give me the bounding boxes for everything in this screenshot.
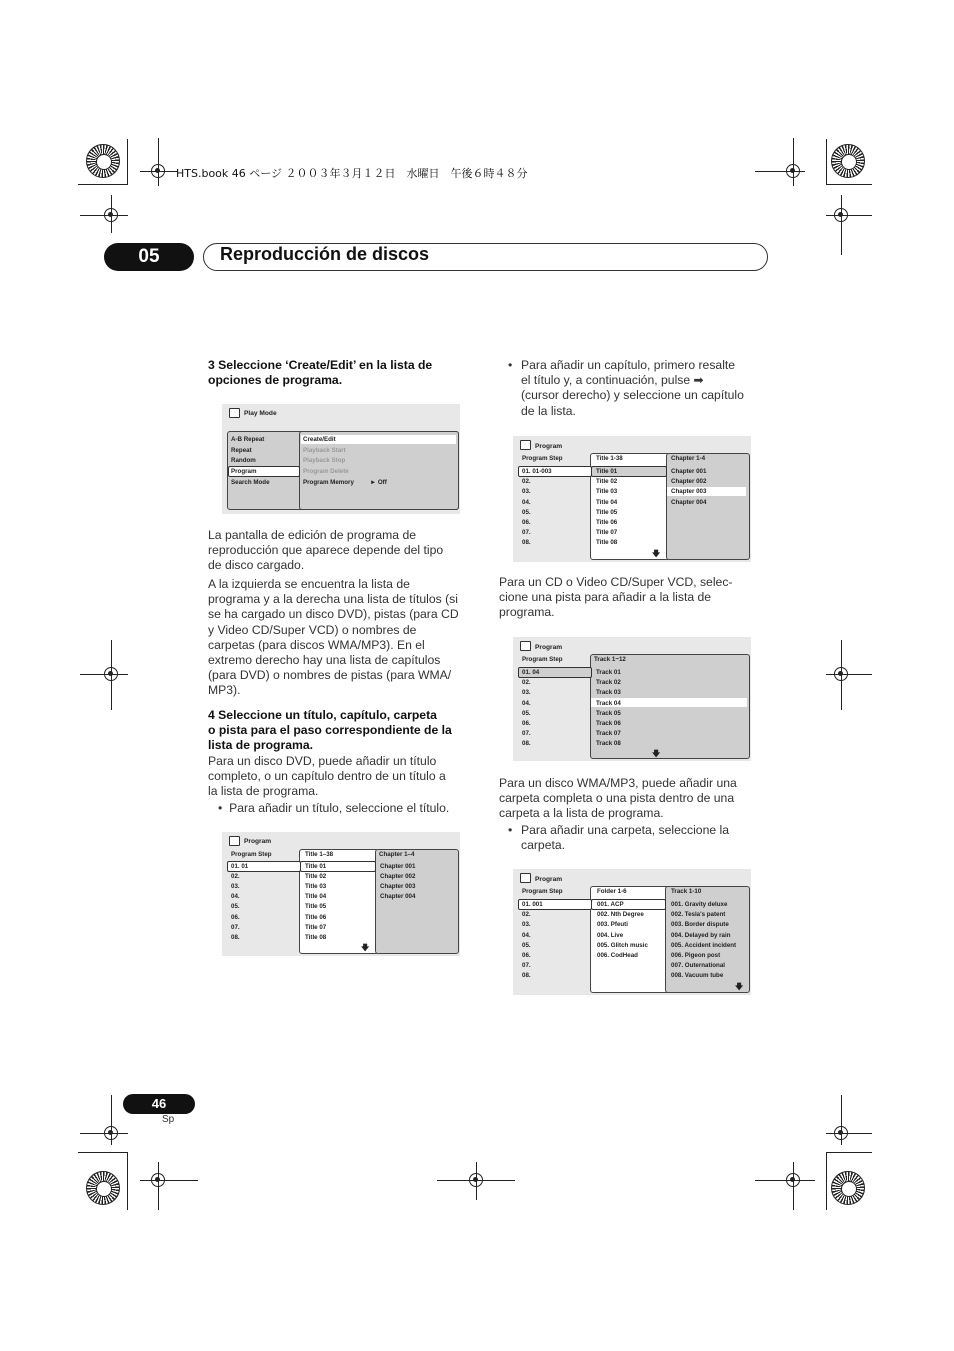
list-row[interactable]: 06. xyxy=(231,913,240,921)
option-item[interactable]: Playback Stop xyxy=(303,457,346,464)
column-header: Program Step xyxy=(231,851,272,858)
list-row[interactable]: Title 05 xyxy=(305,903,327,911)
screen-title: Program xyxy=(535,644,563,651)
list-row[interactable]: 003. Pfeuti xyxy=(597,921,628,929)
list-row[interactable]: 002. Tesla's patent xyxy=(671,911,726,919)
list-row[interactable]: 03. xyxy=(231,883,240,891)
column-header: Program Step xyxy=(522,455,563,462)
list-row[interactable]: Title 08 xyxy=(596,539,618,547)
list-row[interactable]: Track 07 xyxy=(596,730,621,738)
disc-icon xyxy=(229,836,240,846)
list-row[interactable]: Title 06 xyxy=(596,519,618,526)
list-row[interactable]: Title 04 xyxy=(305,893,327,901)
list-row[interactable]: 005. Glitch music xyxy=(597,941,648,949)
paragraph-4: Para un CD o Video CD/Super VCD, selec- cione una pista para añadir a la lista de programa. xyxy=(499,575,733,620)
list-row[interactable]: Chapter 003 xyxy=(380,883,416,891)
paragraph-1: La pantalla de edición de programa de reproducción que aparece depende del tipo de disco cargado. xyxy=(208,528,444,573)
column-header: Program Step xyxy=(522,888,563,895)
list-row[interactable]: 001. Gravity deluxe xyxy=(671,901,728,908)
list-row[interactable]: 03. xyxy=(522,921,531,929)
list-row[interactable]: Track 04 xyxy=(596,699,621,707)
list-row[interactable]: Track 06 xyxy=(596,720,621,727)
list-row[interactable]: 08. xyxy=(522,972,531,980)
list-row[interactable]: 03. xyxy=(522,488,531,496)
running-head: HTS.book 46 ページ ２００３年３月１２日 水曜日 午後６時４８分 xyxy=(176,167,528,180)
list-row[interactable]: 04. xyxy=(231,893,240,901)
list-row[interactable]: 08. xyxy=(522,539,531,547)
list-row[interactable]: Chapter 002 xyxy=(380,873,416,881)
list-row[interactable]: Title 07 xyxy=(305,923,327,931)
chapter-number: 05 xyxy=(104,243,194,271)
list-row[interactable]: Title 05 xyxy=(596,508,618,516)
list-row[interactable]: 01. 01 xyxy=(231,863,249,870)
list-row[interactable]: 08. xyxy=(231,933,240,941)
paragraph-3: Para un disco DVD, puede añadir un título completo, o un capítulo dentro de un título a la lista de programa. xyxy=(208,754,446,799)
column-header: Folder 1-6 xyxy=(597,888,627,895)
menu-item[interactable]: A-B Repeat xyxy=(231,436,265,443)
list-row[interactable]: Title 02 xyxy=(305,873,327,881)
list-row[interactable]: 007. Outernational xyxy=(671,962,725,970)
scroll-down-icon[interactable]: 🡇 xyxy=(652,549,661,558)
screen-title: Program xyxy=(535,876,563,883)
column-header: Program Step xyxy=(522,656,563,663)
list-row[interactable]: Chapter 002 xyxy=(671,478,707,486)
disc-icon xyxy=(520,873,531,883)
list-row[interactable]: 002. Nth Degree xyxy=(597,911,644,919)
list-row[interactable]: Track 05 xyxy=(596,709,621,717)
step3-heading: 3 Seleccione ‘Create/Edit’ en la lista de opciones de programa. xyxy=(208,358,433,388)
list-row[interactable]: 008. Vacuum tube xyxy=(671,972,724,980)
list-row[interactable]: 05. xyxy=(231,903,240,911)
list-row[interactable]: 04. xyxy=(522,931,531,939)
screen-title: Play Mode xyxy=(244,410,277,417)
paragraph-2: A la izquierda se encuentra la lista de programa y a la derecha una lista de títulos (si se ha cargado un disco DVD), pistas (para CD y Video CD/Super VCD) o nombres de carpetas (para discos WMA/MP3). En el extremo derecho hay una lista de capítulos (para DVD) o nombres de pistas (para WMA/ MP3). xyxy=(208,577,459,698)
column-header: Chapter 1–4 xyxy=(379,851,415,858)
list-row[interactable]: 03. xyxy=(522,689,531,697)
disc-icon xyxy=(520,641,531,651)
option-item[interactable]: Program Delete xyxy=(303,468,349,475)
scroll-down-icon[interactable]: 🡇 xyxy=(735,982,744,991)
list-row[interactable]: 05. xyxy=(522,941,531,949)
list-row[interactable]: 07. xyxy=(522,962,531,970)
list-row[interactable]: 01. 01-003 xyxy=(522,468,552,475)
column-header: Track 1~12 xyxy=(594,656,626,663)
list-row[interactable]: 04. xyxy=(522,699,531,707)
list-row[interactable]: 02. xyxy=(522,679,531,687)
list-row[interactable]: 02. xyxy=(522,911,531,919)
list-row[interactable]: 005. Accident incident xyxy=(671,941,737,949)
list-row[interactable]: 05. xyxy=(522,508,531,516)
list-row[interactable]: 04. xyxy=(522,498,531,506)
list-row[interactable]: 004. Live xyxy=(597,931,624,939)
disc-icon xyxy=(229,408,240,418)
column-header: Title 1–38 xyxy=(305,851,334,858)
list-row[interactable]: 006. Pigeon post xyxy=(671,952,721,959)
list-row[interactable]: 07. xyxy=(522,730,531,738)
list-row[interactable]: Chapter 004 xyxy=(671,498,707,506)
menu-item[interactable]: Repeat xyxy=(231,447,252,454)
bullet-1: • Para añadir un título, seleccione el título. xyxy=(218,801,450,815)
list-row[interactable]: Title 02 xyxy=(596,478,618,486)
list-row[interactable]: Title 08 xyxy=(305,933,327,941)
memory-value: ► Off xyxy=(370,479,387,486)
page-lang: Sp xyxy=(162,1114,175,1125)
column-header: Track 1-10 xyxy=(671,888,702,895)
list-row[interactable]: 05. xyxy=(522,709,531,717)
list-row[interactable]: Track 02 xyxy=(596,679,621,687)
list-row[interactable]: Chapter 004 xyxy=(380,893,416,901)
list-row[interactable]: Title 07 xyxy=(596,529,618,537)
list-row[interactable]: 08. xyxy=(522,740,531,748)
list-row[interactable]: Title 01 xyxy=(305,863,327,870)
list-row[interactable]: Title 04 xyxy=(596,498,618,506)
menu-item[interactable]: Random xyxy=(231,457,256,464)
column-header: Chapter 1-4 xyxy=(671,455,706,462)
list-row[interactable]: 02. xyxy=(522,478,531,486)
program-screen-mp3 xyxy=(513,869,751,995)
menu-item[interactable]: Search Mode xyxy=(231,479,270,486)
list-row[interactable]: 006. CodHead xyxy=(597,952,638,959)
list-row[interactable]: 06. xyxy=(522,519,531,526)
scroll-down-icon[interactable]: 🡇 xyxy=(652,749,661,758)
chapter-title: Reproducción de discos xyxy=(220,244,430,264)
list-row[interactable]: Chapter 001 xyxy=(671,468,707,475)
step4-heading: 4 Seleccione un título, capítulo, carpeta o pista para el paso correspondiente de la lista de programa. xyxy=(208,708,452,753)
play-mode-screen xyxy=(222,404,460,514)
page-number: 46 xyxy=(123,1094,195,1114)
list-row[interactable]: Title 03 xyxy=(596,488,618,496)
program-screen-dvd-chapter xyxy=(513,436,751,562)
list-row[interactable]: 004. Delayed by rain xyxy=(671,931,731,939)
list-row[interactable]: Track 01 xyxy=(596,669,621,676)
list-row[interactable]: Chapter 001 xyxy=(380,863,416,870)
option-item[interactable]: Create/Edit xyxy=(303,436,336,443)
screen-title: Program xyxy=(535,443,563,450)
list-row[interactable]: 001. ACP xyxy=(597,901,624,908)
list-row[interactable]: 06. xyxy=(522,720,531,727)
paragraph-5: Para un disco WMA/MP3, puede añadir una carpeta completa o una pista dentro de una carpeta a la lista de programa. xyxy=(499,776,737,821)
list-row[interactable]: Chapter 003 xyxy=(671,488,707,496)
list-row[interactable]: Title 01 xyxy=(596,468,618,475)
list-row[interactable]: 01. 04 xyxy=(522,669,540,676)
list-row[interactable]: Title 03 xyxy=(305,883,327,891)
list-row[interactable]: 07. xyxy=(522,529,531,537)
list-row[interactable]: Track 08 xyxy=(596,740,621,748)
column-header: Title 1-38 xyxy=(596,455,623,462)
option-item[interactable]: Program Memory xyxy=(303,479,354,486)
menu-item-selected[interactable]: Program xyxy=(231,468,257,475)
program-screen-dvd xyxy=(222,832,460,956)
option-item[interactable]: Playback Start xyxy=(303,447,346,454)
list-row[interactable]: 06. xyxy=(522,952,531,959)
disc-icon xyxy=(520,440,531,450)
list-row[interactable]: 02. xyxy=(231,873,240,881)
list-row[interactable]: 003. Border dispute xyxy=(671,921,729,929)
program-screen-cd xyxy=(513,637,751,761)
list-row[interactable]: 01. 001 xyxy=(522,901,543,908)
list-row[interactable]: 07. xyxy=(231,923,240,931)
list-row[interactable]: Title 06 xyxy=(305,913,327,921)
scroll-down-icon[interactable]: 🡇 xyxy=(361,943,370,952)
list-row[interactable]: Track 03 xyxy=(596,689,621,697)
screen-title: Program xyxy=(244,838,272,845)
